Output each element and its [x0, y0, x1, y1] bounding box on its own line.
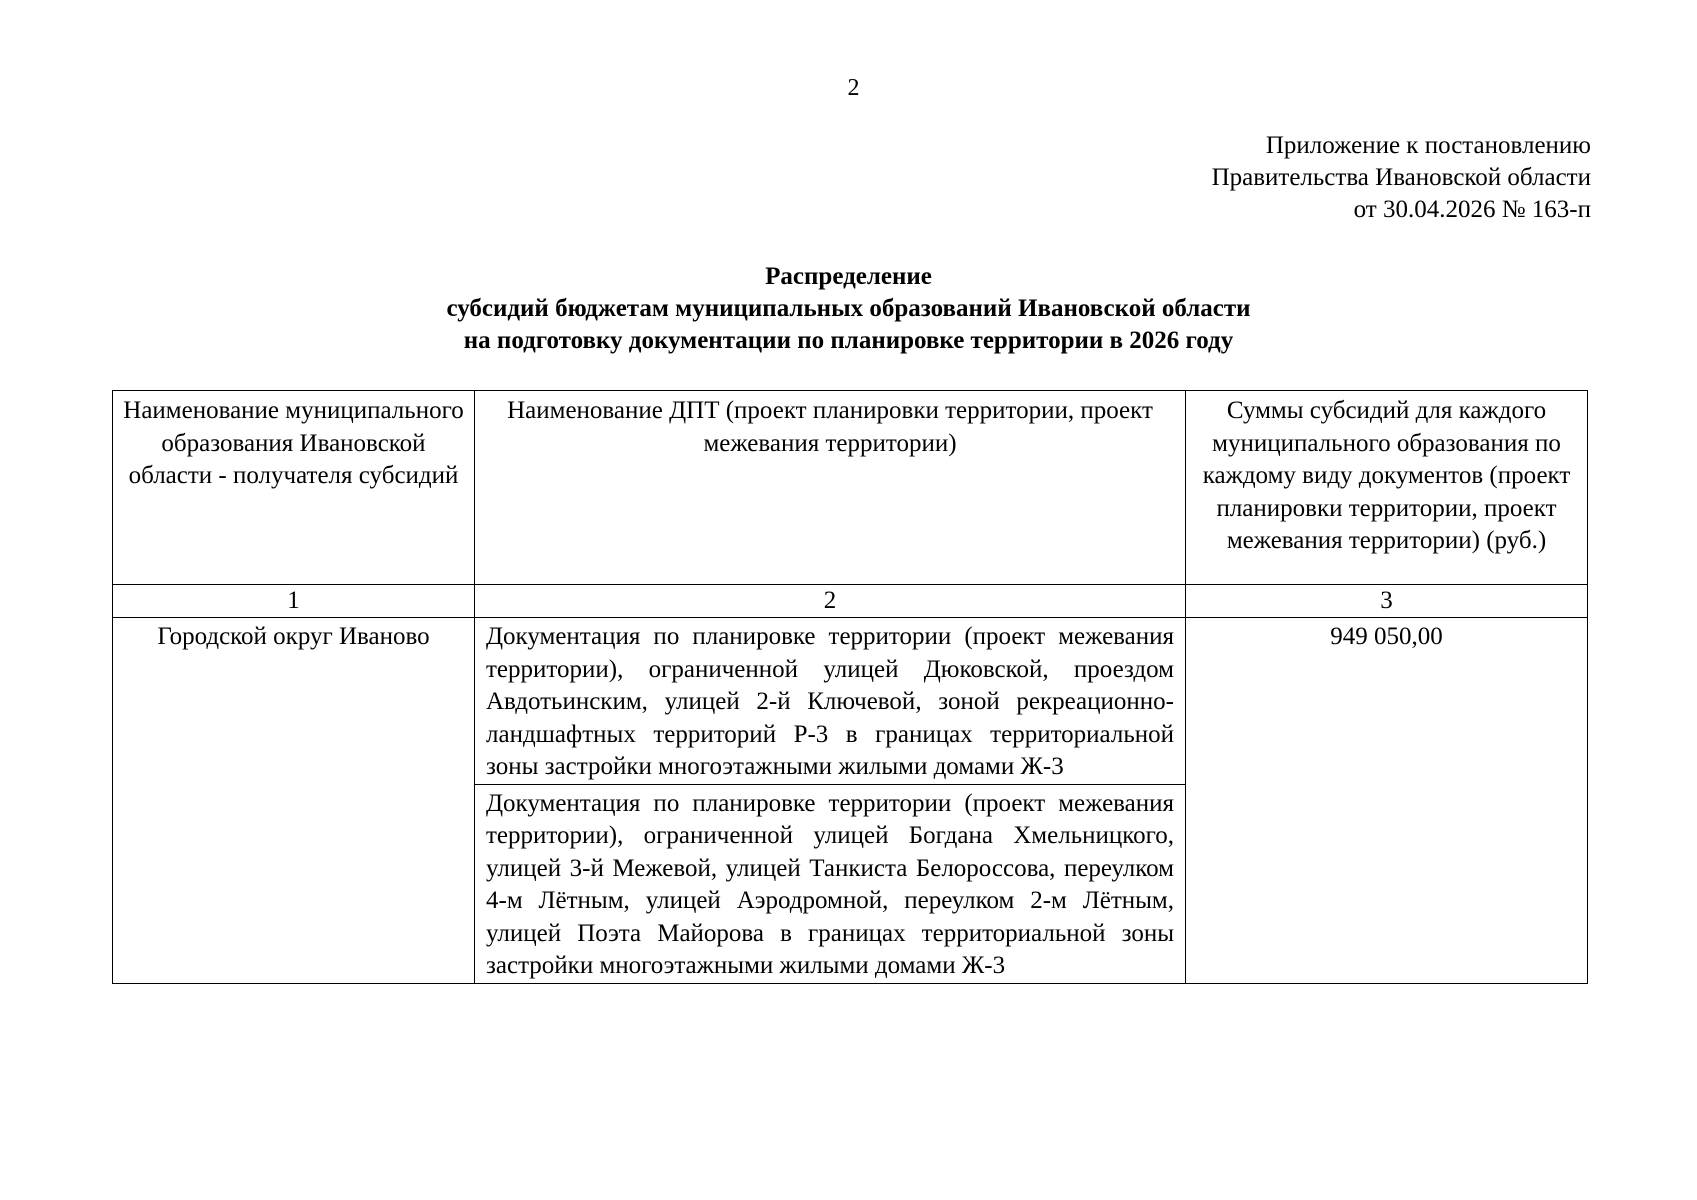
- header-municipality: Наименование муниципального образования Ивановской области - получателя субсидий: [113, 391, 475, 585]
- table-row: [113, 618, 1588, 785]
- column-number-row: [113, 585, 1588, 618]
- title-line-2: субсидий бюджетам муниципальных образований Ивановской области: [446, 295, 1251, 322]
- amount-cell: 949 050,00: [1186, 618, 1588, 984]
- municipality-cell: Городской округ Иваново: [113, 618, 475, 984]
- document-cell-1: Документация по планировке территории (проект межевания территории), ограниченной улицей Дюковской, проездом Авдотьинским, улицей 2-й Ключевой, зоной рекреационно-ландшафтных территорий Р-3 в границах территориальной зоны застройки многоэтажными жилыми домами Ж-3: [475, 618, 1186, 785]
- page-number: 2: [847, 75, 860, 101]
- appendix-heading: [1212, 130, 1591, 226]
- appendix-line-3: от 30.04.2026 № 163-п: [1353, 196, 1591, 223]
- document-title: [0, 261, 1697, 357]
- distribution-table: [112, 390, 1588, 984]
- header-document-name: Наименование ДПТ (проект планировки территории, проект межевания территории): [475, 391, 1186, 585]
- column-number-1: 1: [113, 585, 475, 618]
- column-number-2: 2: [475, 585, 1186, 618]
- title-line-3: на подготовку документации по планировке территории в 2026 году: [463, 327, 1234, 354]
- column-number-3: 3: [1186, 585, 1588, 618]
- document-cell-2: Документация по планировке территории (проект межевания территории), ограниченной улицей Богдана Хмельницкого, улицей 3-й Межевой, улицей Танкиста Белороссова, переулком 4-м Лётным, улицей Аэродромной, переулком 2-м Лётным, улицей Поэта Майорова в границах территориальной зоны застройки многоэтажными жилыми домами Ж-3: [475, 784, 1186, 983]
- appendix-line-2: Правительства Ивановской области: [1211, 164, 1591, 191]
- appendix-line-1: Приложение к постановлению: [1265, 132, 1591, 159]
- header-subsidy-amount: Суммы субсидий для каждого муниципального образования по каждому виду документов (проект планировки территории, проект межевания территории) (руб.): [1186, 391, 1588, 585]
- title-line-1: Распределение: [765, 263, 932, 290]
- table-header-row: [113, 391, 1588, 585]
